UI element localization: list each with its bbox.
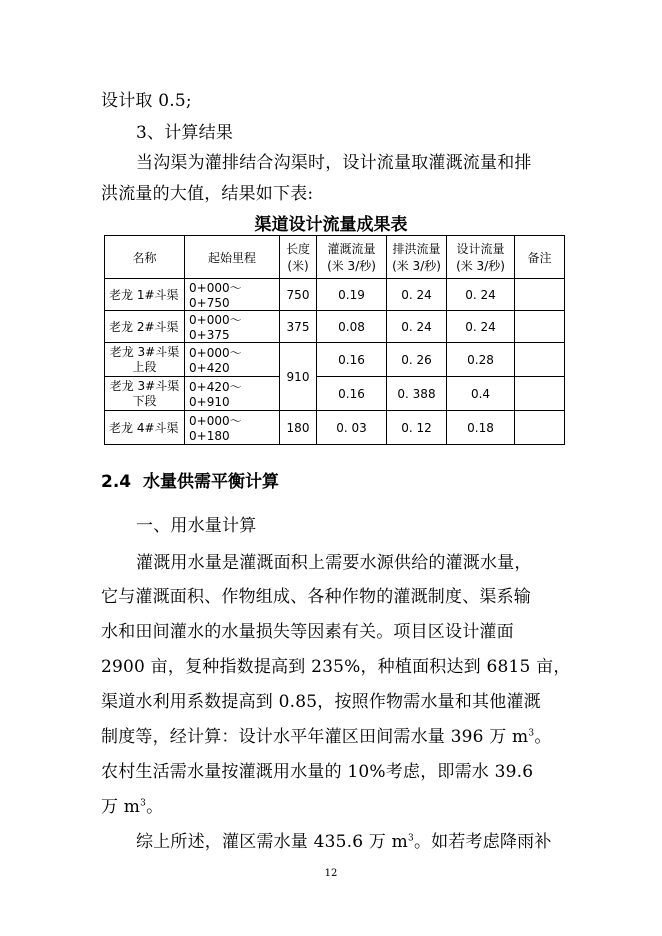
text-span: 。如若考虑降雨补 [413, 832, 552, 852]
cell-irrigation: 0.16 [317, 343, 387, 377]
header-design: 设计流量 (米 3/秒) [447, 236, 515, 279]
cell-note [515, 343, 565, 377]
cell-range: 0+000～0+750 [185, 279, 280, 311]
text-line: 它与灌溉面积、作物组成、各种作物的灌溉制度、渠系输 [101, 587, 531, 607]
cell-drainage: 0. 24 [387, 279, 447, 311]
header-drainage: 排洪流量 (米 3/秒) [387, 236, 447, 279]
text-line: 灌溉用水量是灌溉面积上需要水源供给的灌溉水量， [136, 553, 532, 573]
cell-name: 老龙 4#斗渠 [105, 411, 185, 445]
header-length: 长度 (米) [280, 236, 317, 279]
text-line: 洪流量的大值，结果如下表: [101, 184, 314, 204]
superscript: 3 [140, 798, 147, 809]
cell-drainage: 0. 24 [387, 311, 447, 343]
cell-length: 180 [280, 411, 317, 445]
text-span: 。 [534, 727, 552, 747]
section-heading: 2.4 水量供需平衡计算 [101, 472, 279, 492]
subsection-title: 一、用水量计算 [136, 516, 257, 536]
cell-name: 老龙 3#斗渠 下段 [105, 377, 185, 411]
table-row [105, 279, 565, 311]
cell-range: 0+420～0+910 [185, 377, 280, 411]
cell-design: 0.18 [447, 411, 515, 445]
cell-length: 375 [280, 311, 317, 343]
cell-name: 老龙 3#斗渠 上段 [105, 343, 185, 377]
text-line: 3、计算结果 [136, 123, 234, 143]
cell-note [515, 377, 565, 411]
text-line: 2900 亩，复种指数提高到 235%，种植面积达到 6815 亩， [101, 657, 571, 677]
text-span: 万 m [101, 797, 141, 817]
text-line [101, 727, 552, 747]
cell-irrigation: 0.08 [317, 311, 387, 343]
cell-length: 910 [280, 343, 317, 411]
cell-name: 老龙 2#斗渠 [105, 311, 185, 343]
cell-drainage: 0. 26 [387, 343, 447, 377]
cell-drainage: 0. 12 [387, 411, 447, 445]
cell-design: 0.4 [447, 377, 515, 411]
header-name: 名称 [105, 236, 185, 279]
text-line [101, 797, 163, 817]
cell-range: 0+000～0+180 [185, 411, 280, 445]
page-number: 12 [324, 868, 338, 879]
cell-irrigation: 0.16 [317, 377, 387, 411]
flow-table [104, 235, 565, 445]
header-range: 起始里程 [185, 236, 280, 279]
cell-design: 0. 24 [447, 311, 515, 343]
table-row [105, 411, 565, 445]
text-span: 综上所述，灌区需水量 435.6 万 m [136, 832, 408, 852]
cell-note [515, 411, 565, 445]
text-span: 制度等，经计算：设计水平年灌区田间需水量 396 万 m [101, 727, 529, 747]
cell-length: 750 [280, 279, 317, 311]
superscript: 3 [528, 728, 535, 739]
text-line [136, 832, 552, 852]
header-irrigation: 灌溉流量 (米 3/秒) [317, 236, 387, 279]
cell-design: 0.28 [447, 343, 515, 377]
table-row [105, 311, 565, 343]
text-line: 水和田间灌水的水量损失等因素有关。项目区设计灌面 [101, 622, 514, 642]
cell-note [515, 279, 565, 311]
cell-note [515, 311, 565, 343]
table-caption: 渠道设计流量成果表 [254, 215, 408, 235]
header-note: 备注 [515, 236, 565, 279]
text-line: 当沟渠为灌排结合沟渠时，设计流量取灌溉流量和排 [136, 153, 532, 173]
table-row [105, 377, 565, 411]
cell-name: 老龙 1#斗渠 [105, 279, 185, 311]
text-line: 农村生活需水量按灌溉用水量的 10%考虑，即需水 39.6 [101, 762, 534, 782]
text-span: 。 [146, 797, 164, 817]
superscript: 3 [408, 833, 414, 844]
table-header-row [105, 236, 565, 279]
text-line: 设计取 0.5; [101, 91, 192, 111]
cell-irrigation: 0. 03 [317, 411, 387, 445]
cell-range: 0+000～0+375 [185, 311, 280, 343]
cell-drainage: 0. 388 [387, 377, 447, 411]
cell-design: 0. 24 [447, 279, 515, 311]
table-row [105, 343, 565, 377]
cell-range: 0+000～0+420 [185, 343, 280, 377]
cell-irrigation: 0.19 [317, 279, 387, 311]
text-line: 渠道水利用系数提高到 0.85，按照作物需水量和其他灌溉 [101, 692, 541, 712]
